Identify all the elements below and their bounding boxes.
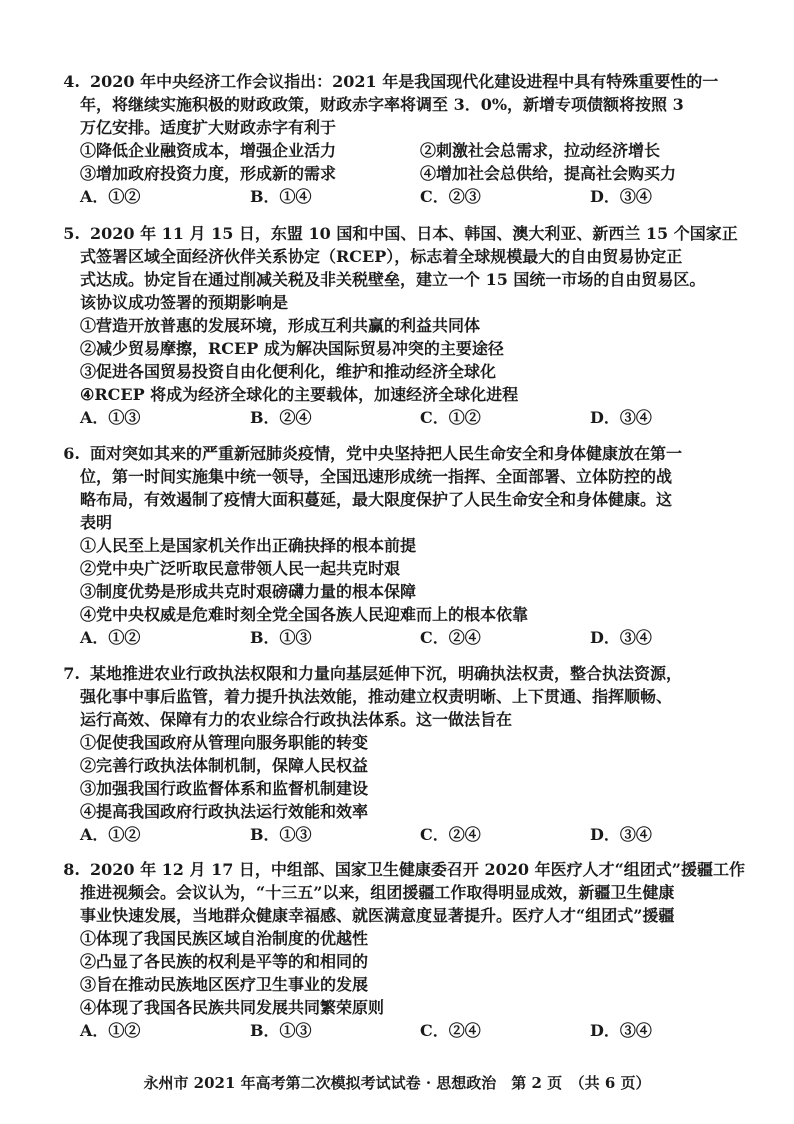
answer-choice-a: A．①② bbox=[80, 825, 141, 844]
answer-choice-b: B．②④ bbox=[250, 408, 312, 427]
option-item: ④党中央权威是危难时刻全党全国各族人民迎难而上的根本依靠 bbox=[80, 605, 529, 624]
answer-choices bbox=[40, 185, 760, 208]
question-stem-line: 表明 bbox=[80, 513, 113, 532]
answer-choice-a: A．①② bbox=[80, 1021, 141, 1040]
answer-choice-d: D．③④ bbox=[590, 408, 652, 427]
option-item: ①营造开放普惠的发展环境，形成互利共赢的利益共同体 bbox=[80, 316, 481, 335]
answer-choice-d: D．③④ bbox=[590, 628, 652, 647]
question-stem-line: 运行高效、保障有力的农业综合行政执法体系。这一做法旨在 bbox=[80, 710, 513, 729]
answer-choice-c: C．②③ bbox=[420, 187, 481, 206]
option-item: ②减少贸易摩擦，RCEP 成为解决国际贸易冲突的主要途径 bbox=[80, 339, 504, 358]
question-stem-line: 某地推进农业行政执法权限和力量向基层延伸下沉，明确执法权责，整合执法资源， bbox=[90, 664, 683, 683]
question-stem-line: 事业快速发展，当地群众健康幸福感、就医满意度显著提升。医疗人才“组团式”援疆 bbox=[80, 906, 675, 925]
question-stem-line: 2020 年中央经济工作会议指出：2021 年是我国现代化建设进程中具有特殊重要性的一 bbox=[90, 72, 719, 91]
question-number: 8. bbox=[63, 860, 80, 879]
question-5 bbox=[40, 222, 760, 429]
question-number: 6. bbox=[63, 444, 80, 463]
page-footer: 永州市 2021 年高考第二次模拟考试试卷 · 思想政治 第 2 页 （共 6 页） bbox=[143, 1074, 651, 1092]
question-6 bbox=[40, 442, 760, 649]
option-item: ③旨在推动民族地区医疗卫生事业的发展 bbox=[80, 975, 369, 994]
question-stem-line: 2020 年 12 月 17 日，中组部、国家卫生健康委召开 2020 年医疗人才“组团式”援疆工作 bbox=[90, 860, 745, 879]
question-stem-line: 该协议成功签署的预期影响是 bbox=[80, 293, 289, 312]
option-item: ①人民至上是国家机关作出正确抉择的根本前提 bbox=[80, 536, 417, 555]
answer-choice-d: D．③④ bbox=[590, 187, 652, 206]
answer-choice-a: A．①③ bbox=[80, 408, 141, 427]
answer-choices bbox=[40, 823, 760, 846]
answer-choice-b: B．①③ bbox=[250, 825, 312, 844]
question-stem-line: 万亿安排。适度扩大财政赤字有利于 bbox=[80, 118, 337, 137]
question-number: 7. bbox=[63, 664, 80, 683]
option-item: ④RCEP 将成为经济全球化的主要载体，加速经济全球化进程 bbox=[80, 385, 519, 404]
answer-choice-c: C．②④ bbox=[420, 628, 481, 647]
answer-choice-b: B．①④ bbox=[250, 187, 312, 206]
option-item: ①促使我国政府从管理向服务职能的转变 bbox=[80, 733, 369, 752]
answer-choice-c: C．②④ bbox=[420, 825, 481, 844]
option-item: ①体现了我国民族区域自治制度的优越性 bbox=[80, 929, 369, 948]
question-stem-line: 略布局，有效遏制了疫情大面积蔓延，最大限度保护了人民生命安全和身体健康。这 bbox=[80, 490, 673, 509]
question-stem-line: 年，将继续实施积极的财政政策，财政赤字率将调至 3．0%，新增专项债额将按照 3 bbox=[80, 95, 684, 114]
answer-choice-b: B．①③ bbox=[250, 628, 312, 647]
option-item: ③促进各国贸易投资自由化便利化，维护和推动经济全球化 bbox=[80, 362, 497, 381]
question-number: 4. bbox=[63, 72, 80, 91]
option-row bbox=[40, 139, 760, 162]
answer-choice-b: B．①③ bbox=[250, 1021, 312, 1040]
question-number: 5. bbox=[63, 224, 80, 243]
option-item: ④提高我国政府行政执法运行效能和效率 bbox=[80, 802, 369, 821]
answer-choice-c: C．②④ bbox=[420, 1021, 481, 1040]
answer-choice-a: A．①② bbox=[80, 187, 141, 206]
option-item: ②完善行政执法体制机制，保障人民权益 bbox=[80, 756, 369, 775]
option-item: ③加强我国行政监督体系和监督机制建设 bbox=[80, 779, 369, 798]
option-row bbox=[40, 162, 760, 185]
option-item: ①降低企业融资成本，增强企业活力 bbox=[80, 141, 337, 160]
option-item: ③制度优势是形成共克时艰磅礴力量的根本保障 bbox=[80, 582, 417, 601]
question-stem-line: 2020 年 11 月 15 日，东盟 10 国和中国、日本、韩国、澳大利亚、新西兰 15 个国家正 bbox=[90, 224, 738, 243]
answer-choice-d: D．③④ bbox=[590, 825, 652, 844]
answer-choices bbox=[40, 1019, 760, 1042]
question-stem-line: 式达成。协定旨在通过削减关税及非关税壁垒，建立一个 15 国统一市场的自由贸易区。 bbox=[80, 270, 706, 289]
question-stem-line: 位，第一时间实施集中统一领导，全国迅速形成统一指挥、全面部署、立体防控的战 bbox=[80, 467, 673, 486]
question-stem-line: 式签署区域全面经济伙伴关系协定（RCEP），标志着全球规模最大的自由贸易协定正 bbox=[80, 247, 683, 266]
question-8 bbox=[40, 858, 760, 1042]
option-item: ③增加政府投资力度，形成新的需求 bbox=[80, 164, 337, 183]
answer-choice-d: D．③④ bbox=[590, 1021, 652, 1040]
option-item: ②刺激社会总需求，拉动经济增长 bbox=[420, 141, 661, 160]
answer-choices bbox=[40, 406, 760, 429]
answer-choice-c: C．①② bbox=[420, 408, 481, 427]
option-item: ②党中央广泛听取民意带领人民一起共克时艰 bbox=[80, 559, 401, 578]
question-stem-line: 面对突如其来的严重新冠肺炎疫情，党中央坚持把人民生命安全和身体健康放在第一 bbox=[90, 444, 683, 463]
question-7 bbox=[40, 662, 760, 846]
option-item: ④增加社会总供给，提高社会购买力 bbox=[420, 164, 677, 183]
question-stem-line: 强化事中事后监管，着力提升执法效能，推动建立权责明晰、上下贯通、指挥顺畅、 bbox=[80, 687, 673, 706]
answer-choices bbox=[40, 626, 760, 649]
option-item: ②凸显了各民族的权利是平等的和相同的 bbox=[80, 952, 369, 971]
question-4 bbox=[40, 70, 760, 208]
answer-choice-a: A．①② bbox=[80, 628, 141, 647]
question-stem-line: 推进视频会。会议认为，“十三五”以来，组团援疆工作取得明显成效，新疆卫生健康 bbox=[80, 883, 675, 902]
option-item: ④体现了我国各民族共同发展共同繁荣原则 bbox=[80, 998, 385, 1017]
